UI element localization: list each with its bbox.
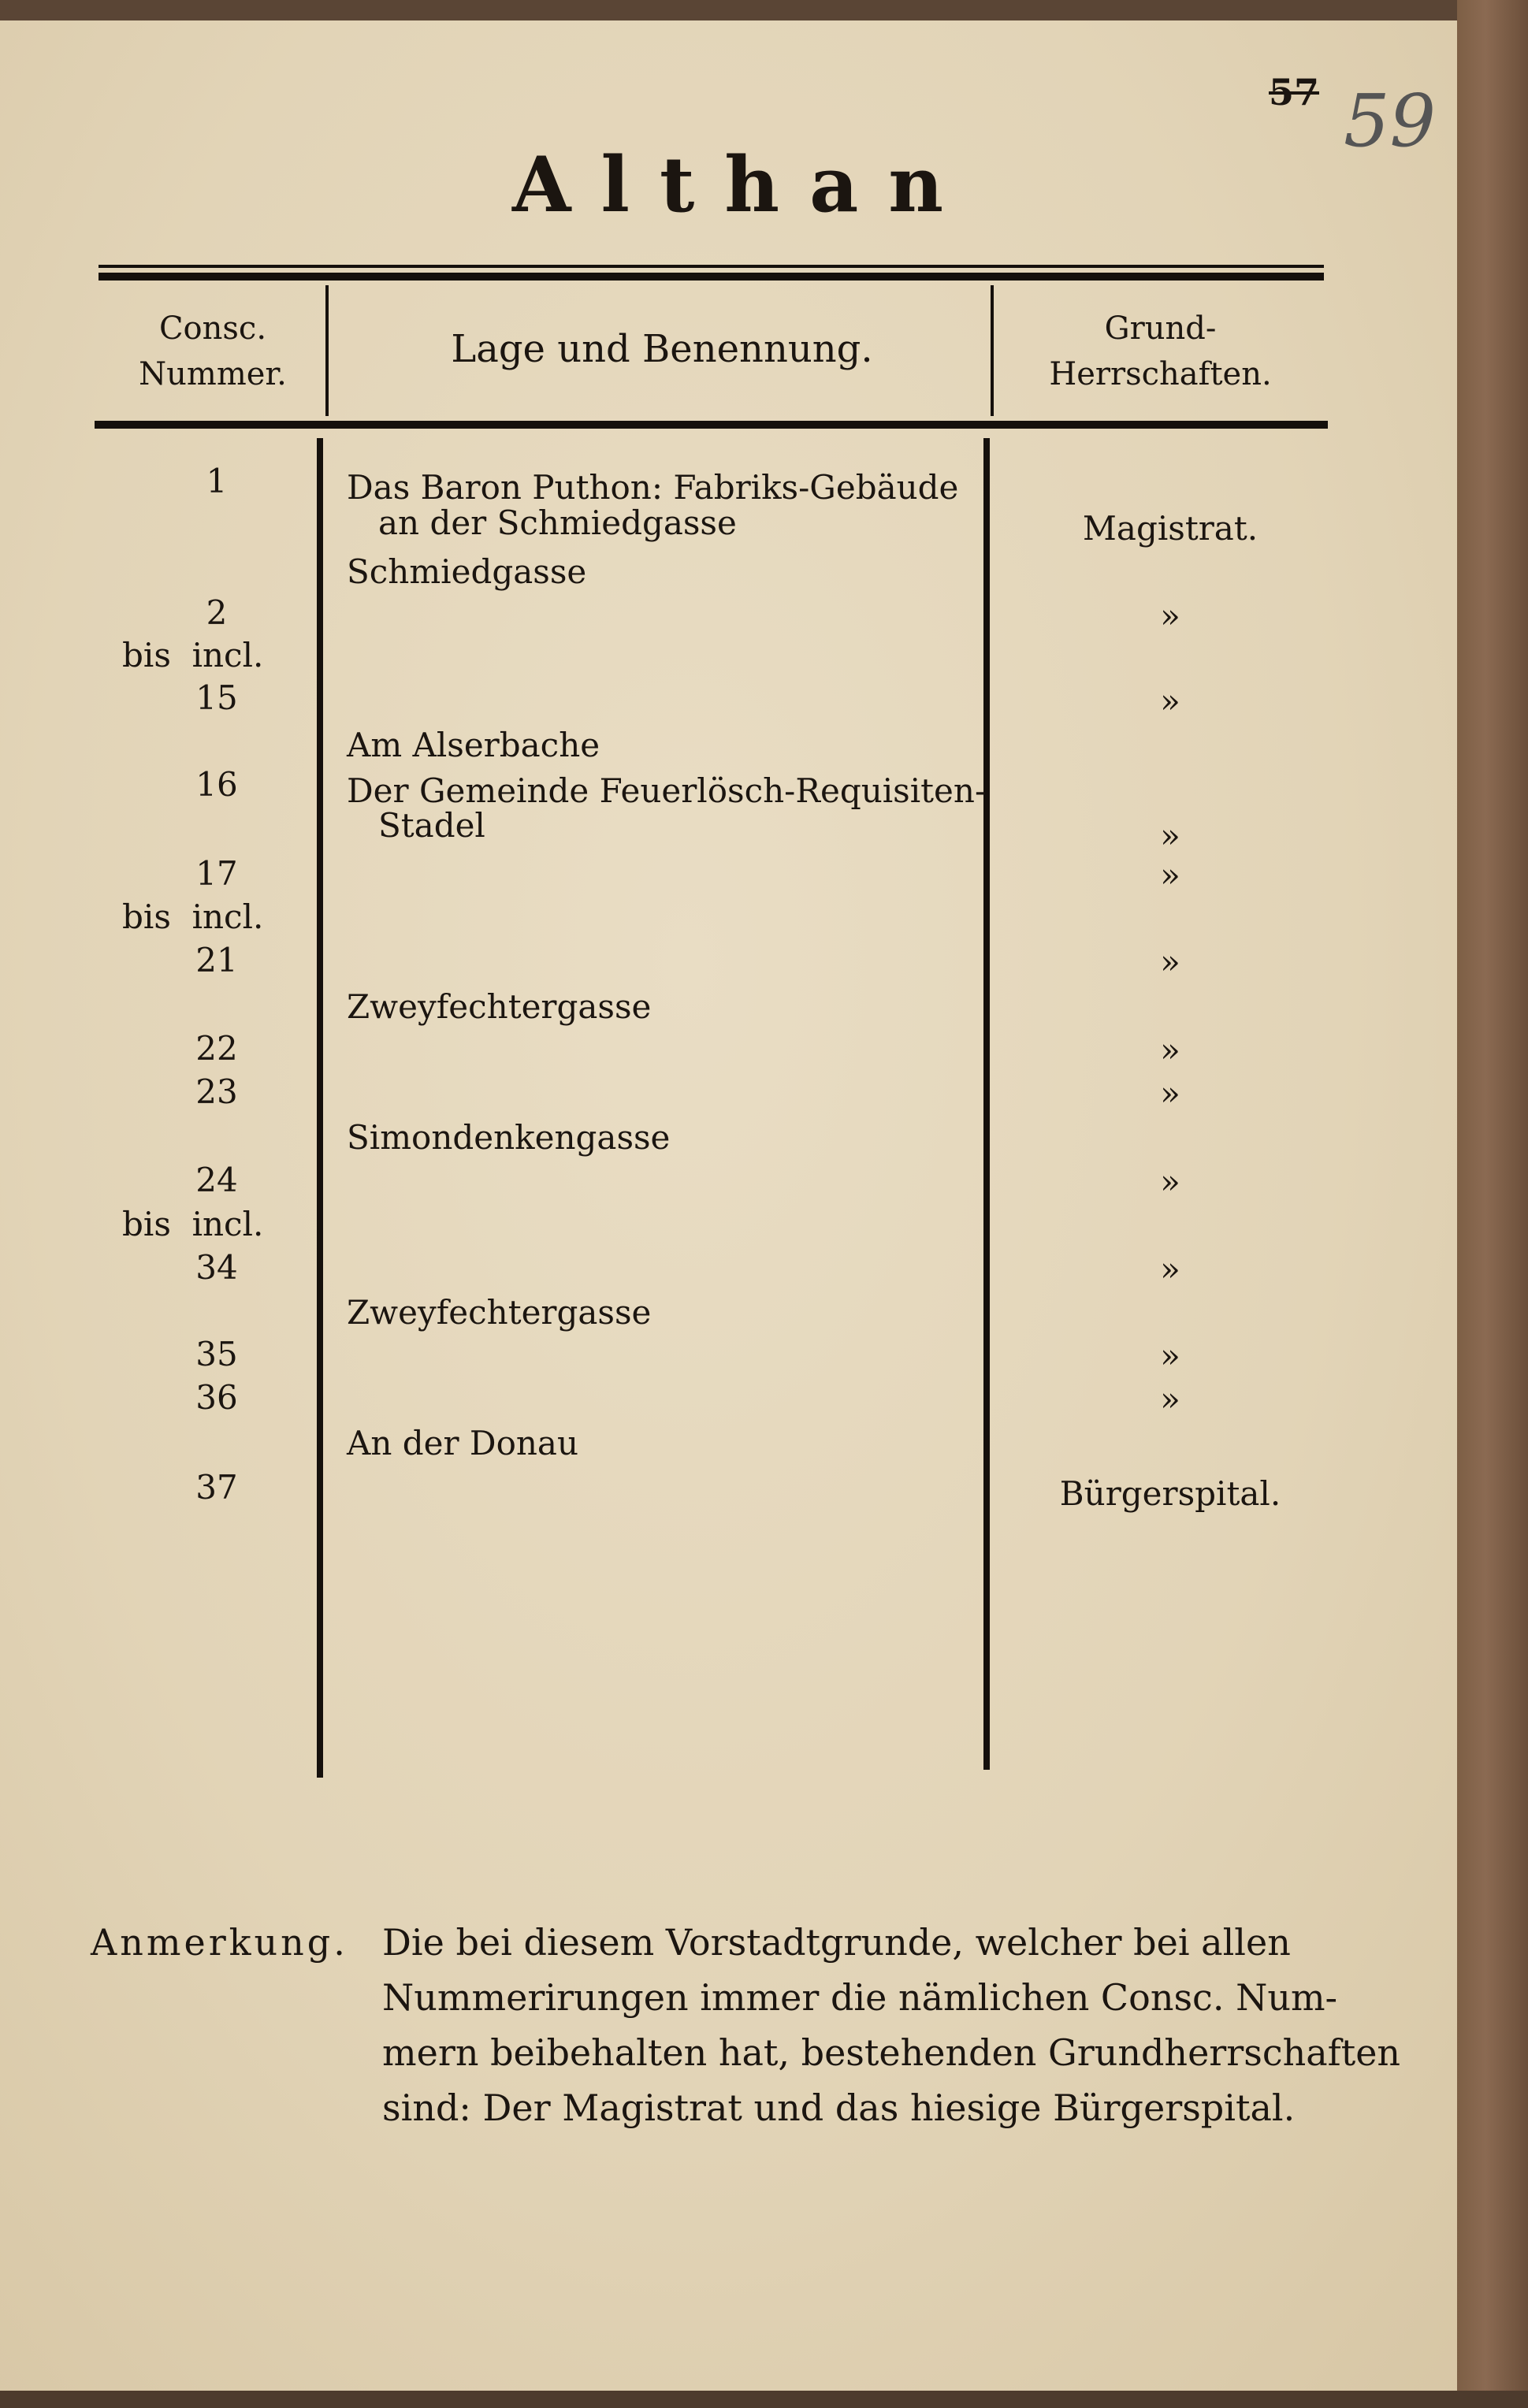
row-2-landlord: » bbox=[1160, 596, 1180, 635]
street-heading-3: Zweyfechtergasse bbox=[347, 987, 652, 1026]
row-35-number: 35 bbox=[195, 1335, 238, 1373]
row-21-landlord: » bbox=[1160, 942, 1180, 981]
bottom-edge bbox=[0, 2391, 1528, 2408]
page-title: Althan bbox=[512, 140, 974, 229]
row-16-landlord: » bbox=[1160, 816, 1180, 855]
row-23-landlord: » bbox=[1160, 1074, 1180, 1113]
note-line-2: Nummerirungen immer die nämlichen Consc. Num- bbox=[382, 1976, 1338, 2019]
street-heading-2: Am Alserbache bbox=[347, 726, 600, 764]
header-divider-2 bbox=[991, 285, 994, 416]
row-36-number: 36 bbox=[195, 1378, 238, 1417]
row-17-number: 17 bbox=[195, 854, 238, 893]
row-24-number: 24 bbox=[195, 1161, 238, 1199]
header-consc-line2: Nummer. bbox=[139, 356, 287, 392]
row-2-number: 2 bbox=[206, 593, 228, 632]
header-landlords-line1: Grund- bbox=[1104, 310, 1217, 347]
note-label: Anmerkung. bbox=[91, 1921, 348, 1964]
row-1-number: 1 bbox=[206, 462, 228, 500]
header-landlords bbox=[997, 306, 1324, 397]
row-34-landlord: » bbox=[1160, 1250, 1180, 1288]
street-heading-1: Schmiedgasse bbox=[347, 552, 587, 591]
street-heading-6: An der Donau bbox=[347, 1424, 578, 1462]
top-rule-thick bbox=[99, 273, 1324, 281]
row-15-number: 15 bbox=[195, 678, 238, 717]
header-bottom-rule bbox=[95, 421, 1328, 429]
row-2-range: bis incl. bbox=[122, 636, 264, 674]
top-rule-thin bbox=[99, 265, 1324, 268]
header-location: Lage und Benennung. bbox=[451, 327, 873, 371]
header-consc-line1: Consc. bbox=[158, 310, 267, 347]
row-34-number: 34 bbox=[195, 1248, 238, 1287]
row-23-number: 23 bbox=[195, 1072, 238, 1111]
note-line-3: mern beibehalten hat, bestehenden Grundherrschaften bbox=[382, 2031, 1401, 2074]
row-22-number: 22 bbox=[195, 1029, 238, 1068]
street-heading-4: Simondenkengasse bbox=[347, 1118, 671, 1157]
row-24-landlord: » bbox=[1160, 1162, 1180, 1201]
row-16-number: 16 bbox=[195, 765, 238, 804]
row-21-number: 21 bbox=[195, 941, 238, 979]
header-consc-number bbox=[99, 306, 327, 397]
note-line-4: sind: Der Magistrat und das hiesige Bürgerspital. bbox=[382, 2087, 1296, 2129]
row-15-landlord: » bbox=[1160, 682, 1180, 720]
row-37-landlord: Bürgerspital. bbox=[1059, 1474, 1281, 1513]
street-heading-5: Zweyfechtergasse bbox=[347, 1293, 652, 1332]
book-spine bbox=[1457, 0, 1528, 2408]
note-line-1: Die bei diesem Vorstadtgrunde, welcher bei allen bbox=[382, 1921, 1291, 1964]
row-1-location-cont: an der Schmiedgasse bbox=[378, 504, 737, 542]
row-16-location-cont: Stadel bbox=[378, 806, 485, 845]
row-1-landlord: Magistrat. bbox=[1082, 509, 1258, 548]
header-landlords-line2: Herrschaften. bbox=[1049, 356, 1272, 392]
row-37-number: 37 bbox=[195, 1468, 238, 1507]
row-24-range: bis incl. bbox=[122, 1205, 264, 1243]
body-divider-1 bbox=[317, 438, 323, 1778]
row-22-landlord: » bbox=[1160, 1031, 1180, 1069]
top-edge bbox=[0, 0, 1528, 20]
row-16-location: Der Gemeinde Feuerlösch-Requisiten- bbox=[347, 771, 987, 810]
row-1-location: Das Baron Puthon: Fabriks-Gebäude bbox=[347, 468, 959, 507]
body-divider-2 bbox=[983, 438, 990, 1770]
row-17-range: bis incl. bbox=[122, 897, 264, 936]
handwritten-page-number: 59 bbox=[1344, 79, 1437, 163]
row-17-landlord: » bbox=[1160, 856, 1180, 894]
header-divider-1 bbox=[325, 285, 329, 416]
page-number: 57 bbox=[1269, 71, 1320, 113]
row-35-landlord: » bbox=[1160, 1336, 1180, 1375]
row-36-landlord: » bbox=[1160, 1380, 1180, 1418]
